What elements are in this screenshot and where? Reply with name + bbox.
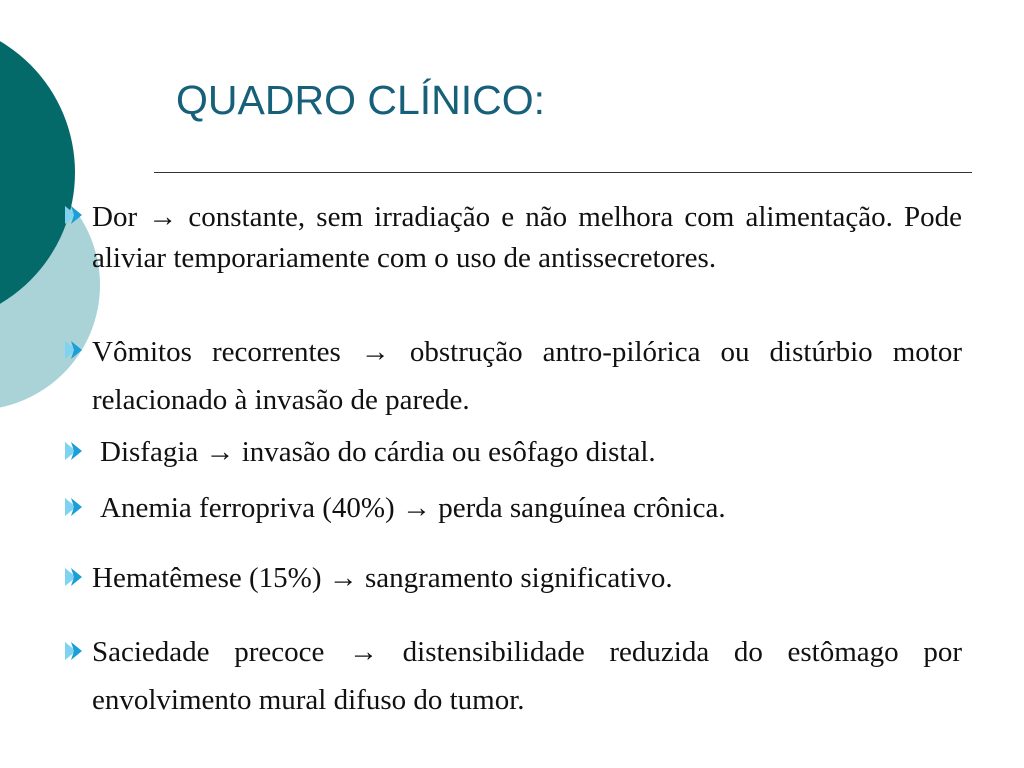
arrow-bullet-icon [62,565,86,589]
bullet-text: Disfagia → invasão do cárdia ou esôfago distal. [100,436,656,468]
bullet-item-dor [62,197,962,279]
slide-title: QUADRO CLÍNICO: [176,77,546,123]
bullet-text: Dor → constante, sem irradiação e não melhora com alimentação. Pode aliviar temporariamente com o uso de antissecretores. [92,201,962,274]
bullet-item-anemia [62,486,962,530]
bullet-text: Vômitos recorrentes → obstrução antro-pilórica ou distúrbio motor relacionado à invasão de parede. [92,336,962,416]
bullet-item-hematemese [62,556,962,600]
bullet-item-vomitos [62,328,962,424]
arrow-bullet-icon [62,495,86,519]
bullet-text: Hematêmese (15%) → sangramento significativo. [92,562,673,594]
bullet-item-saciedade [62,628,962,724]
arrow-bullet-icon [62,639,86,663]
arrow-bullet-icon [62,338,86,362]
bullet-text: Saciedade precoce → distensibilidade reduzida do estômago por envolvimento mural difuso do tumor. [92,636,962,716]
bullet-item-disfagia [62,430,962,474]
title-divider [154,172,972,173]
arrow-bullet-icon [62,439,86,463]
arrow-bullet-icon [62,203,86,227]
bullet-text: Anemia ferropriva (40%) → perda sanguínea crônica. [100,492,726,524]
